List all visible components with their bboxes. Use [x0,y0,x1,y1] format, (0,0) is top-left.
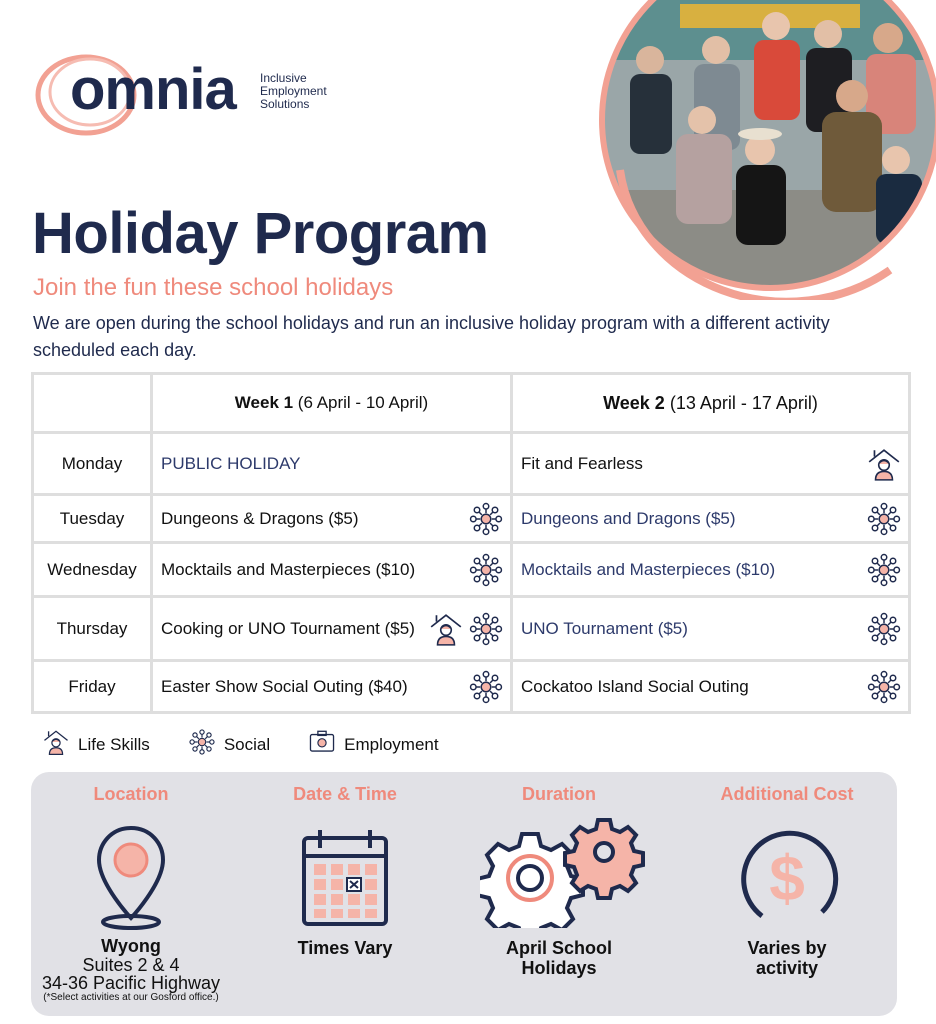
legend-social: Social [180,728,270,761]
duration-value: April School Holidays [505,938,612,978]
week2-activity-cell [512,433,910,495]
logo-wordmark: omnia [70,57,236,122]
activity-label: Dungeons and Dragons ($5) [521,508,736,528]
day-cell: Thursday [33,597,152,661]
date-value: Times Vary [297,938,393,958]
duration-heading: Duration [522,784,596,804]
social-icon [188,728,216,761]
day-cell: Monday [33,433,152,495]
day-cell: Wednesday [33,543,152,597]
employment-icon [308,728,336,761]
table-row [33,495,910,543]
social-icon [468,611,504,647]
duration-column [459,772,659,978]
life-skills-icon [42,728,70,761]
cost-heading: Additional Cost [720,784,854,804]
day-cell: Tuesday [33,495,152,543]
week1-activity-cell [152,495,512,543]
activity-label: Mocktails and Masterpieces ($10) [521,559,776,579]
life-skills-icon [428,611,464,647]
calendar-icon [300,826,390,928]
activity-label: Fit and Fearless [521,453,643,473]
social-icon [866,669,902,705]
table-row [33,433,910,495]
schedule-table [31,372,911,714]
info-panel [31,772,897,1016]
week2-activity-cell [512,495,910,543]
week1-header: Week 1 (6 April - 10 April) [152,374,512,433]
intro-text: We are open during the school holidays and run an inclusive holiday program with a different activity scheduled each day. [33,313,830,360]
page-subtitle: Join the fun these school holidays [33,274,394,301]
activity-label: Mocktails and Masterpieces ($10) [161,559,416,579]
week1-activity-cell [152,433,512,495]
activity-label: UNO Tournament ($5) [521,618,688,638]
date-heading: Date & Time [293,784,397,804]
week2-activity-cell [512,543,910,597]
table-row [33,597,910,661]
week2-header: Week 2 (13 April - 17 April) [512,374,910,433]
social-icon [468,669,504,705]
week2-activity-cell [512,661,910,713]
activity-label: PUBLIC HOLIDAY [161,453,301,473]
dollar-icon [732,824,842,934]
location-column [31,772,231,1003]
legend-employment: Employment [300,728,438,761]
activity-label: Easter Show Social Outing ($40) [161,676,408,696]
social-icon [468,552,504,588]
location-note: (*Select activities at our Gosford office.) [43,992,219,1003]
page-title: Holiday Program [32,201,489,266]
week1-activity-cell [152,597,512,661]
activity-label: Cockatoo Island Social Outing [521,676,749,696]
location-suites: Suites 2 & 4 [82,955,180,975]
date-column [245,772,445,958]
social-icon [468,501,504,537]
table-row [33,543,910,597]
activity-label: Dungeons & Dragons ($5) [161,508,359,528]
omnia-logo [34,50,354,140]
location-heading: Location [93,784,169,804]
week1-activity-cell [152,661,512,713]
empty-header-cell [33,374,152,433]
table-header-row [33,374,910,433]
day-cell: Friday [33,661,152,713]
life-skills-icon [866,446,902,482]
svg-text:$: $ [769,842,805,914]
activity-label: Cooking or UNO Tournament ($5) [161,618,415,638]
map-pin-icon [91,822,171,932]
icon-legend [34,728,469,761]
cost-column [687,772,887,978]
social-icon [866,552,902,588]
social-icon [866,501,902,537]
legend-life-skills: Life Skills [34,728,150,761]
gears-icon [480,816,650,928]
cost-value: Varies by activity [747,938,827,978]
location-street: 34-36 Pacific Highway [41,973,221,993]
table-row [33,661,910,713]
week1-activity-cell [152,543,512,597]
week2-activity-cell [512,597,910,661]
logo-tagline: Inclusive Employment Solutions [260,71,327,111]
location-name: Wyong [101,936,161,956]
social-icon [866,611,902,647]
group-photo [590,0,936,300]
